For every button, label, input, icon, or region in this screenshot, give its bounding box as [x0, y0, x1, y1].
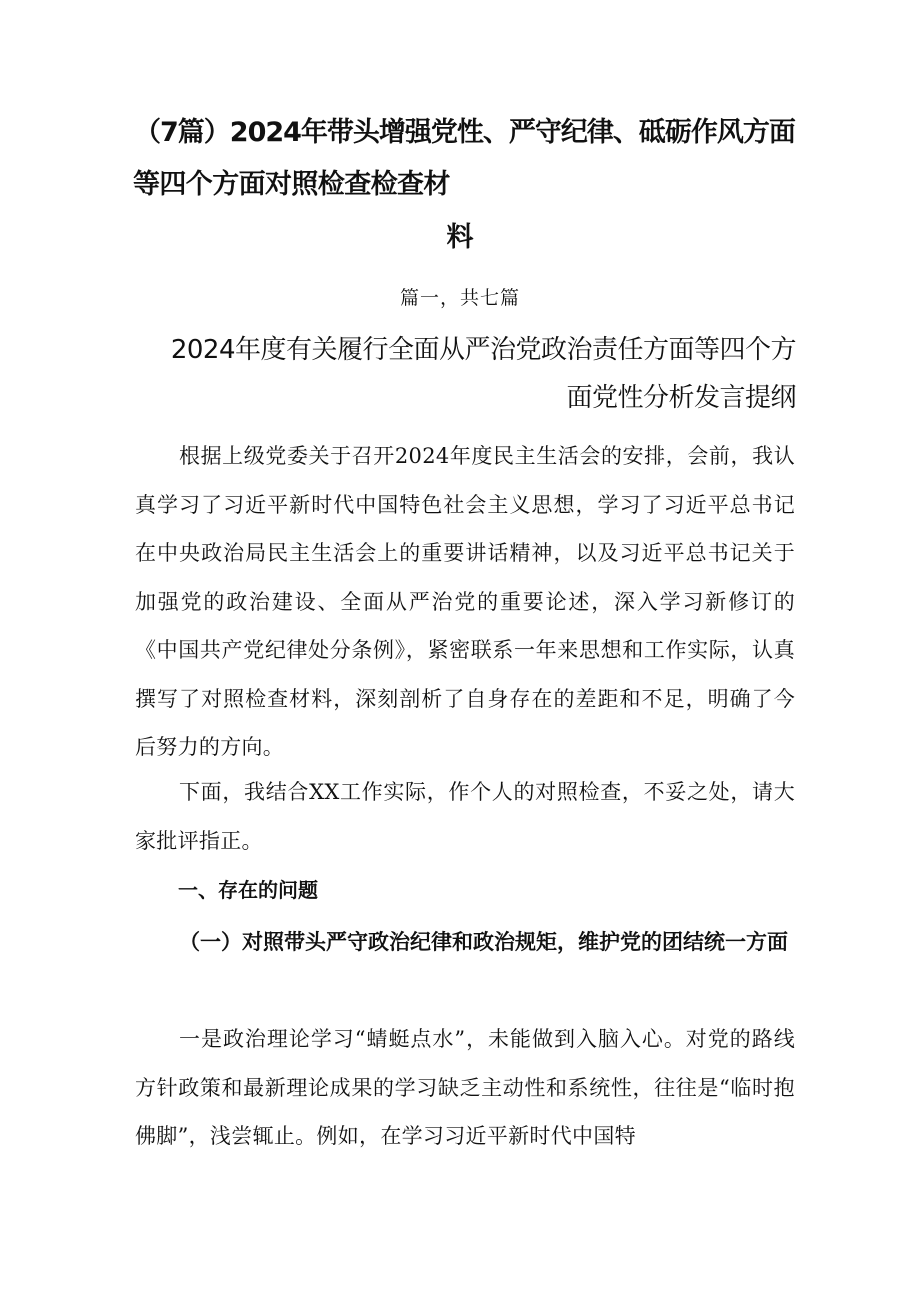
paragraph-intro: 根据上级党委关于召开2024年度民主生活会的安排，会前，我认真学习了习近平新时代中国特色社会主义思想，学习了习近平总书记在中央政治局民主生活会上的重要讲话精神，以及习近平总书记关于加强党的政治建设、全面从严治党的重要论述，深入学习新修订的《中国共产党纪律处分条例》，紧密联系一年来思想和工作实际，认真撰写了对照检查材料，深刻剖析了自身存在的差距和不足，明确了今后努力的方向。	[135, 444, 795, 759]
subheading-political-discipline: （一）对照带头严守政治纪律和政治规矩，维护党的团结统一方面	[179, 929, 788, 954]
subtitle-line-1: 2024年度有关履行全面从严治党政治责任方面等四个方	[170, 335, 796, 365]
document-title-line-3: 料	[446, 222, 474, 253]
heading-existing-problems: 一、存在的问题	[178, 878, 318, 902]
paragraph-request: 下面，我结合XX工作实际，作个人的对照检查，不妥之处，请大家批评指正。	[135, 780, 795, 853]
subtitle-line-2: 面党性分析发言提纲	[566, 383, 796, 413]
section-label: 篇一，共七篇	[399, 287, 520, 309]
document-title-line-1: （7篇）2024年带头增强党性、严守纪律、砥砺作风方面	[134, 117, 795, 148]
paragraph-theory-study: 一是政治理论学习“蜻蜓点水”，未能做到入脑入心。对党的路线方针政策和最新理论成果的学习缺乏主动性和系统性，往往是“临时抱佛脚”，浅尝辄止。例如，在学习习近平新时代中国特	[135, 1027, 795, 1148]
document-title-line-2: 等四个方面对照检查检查材	[133, 169, 450, 200]
